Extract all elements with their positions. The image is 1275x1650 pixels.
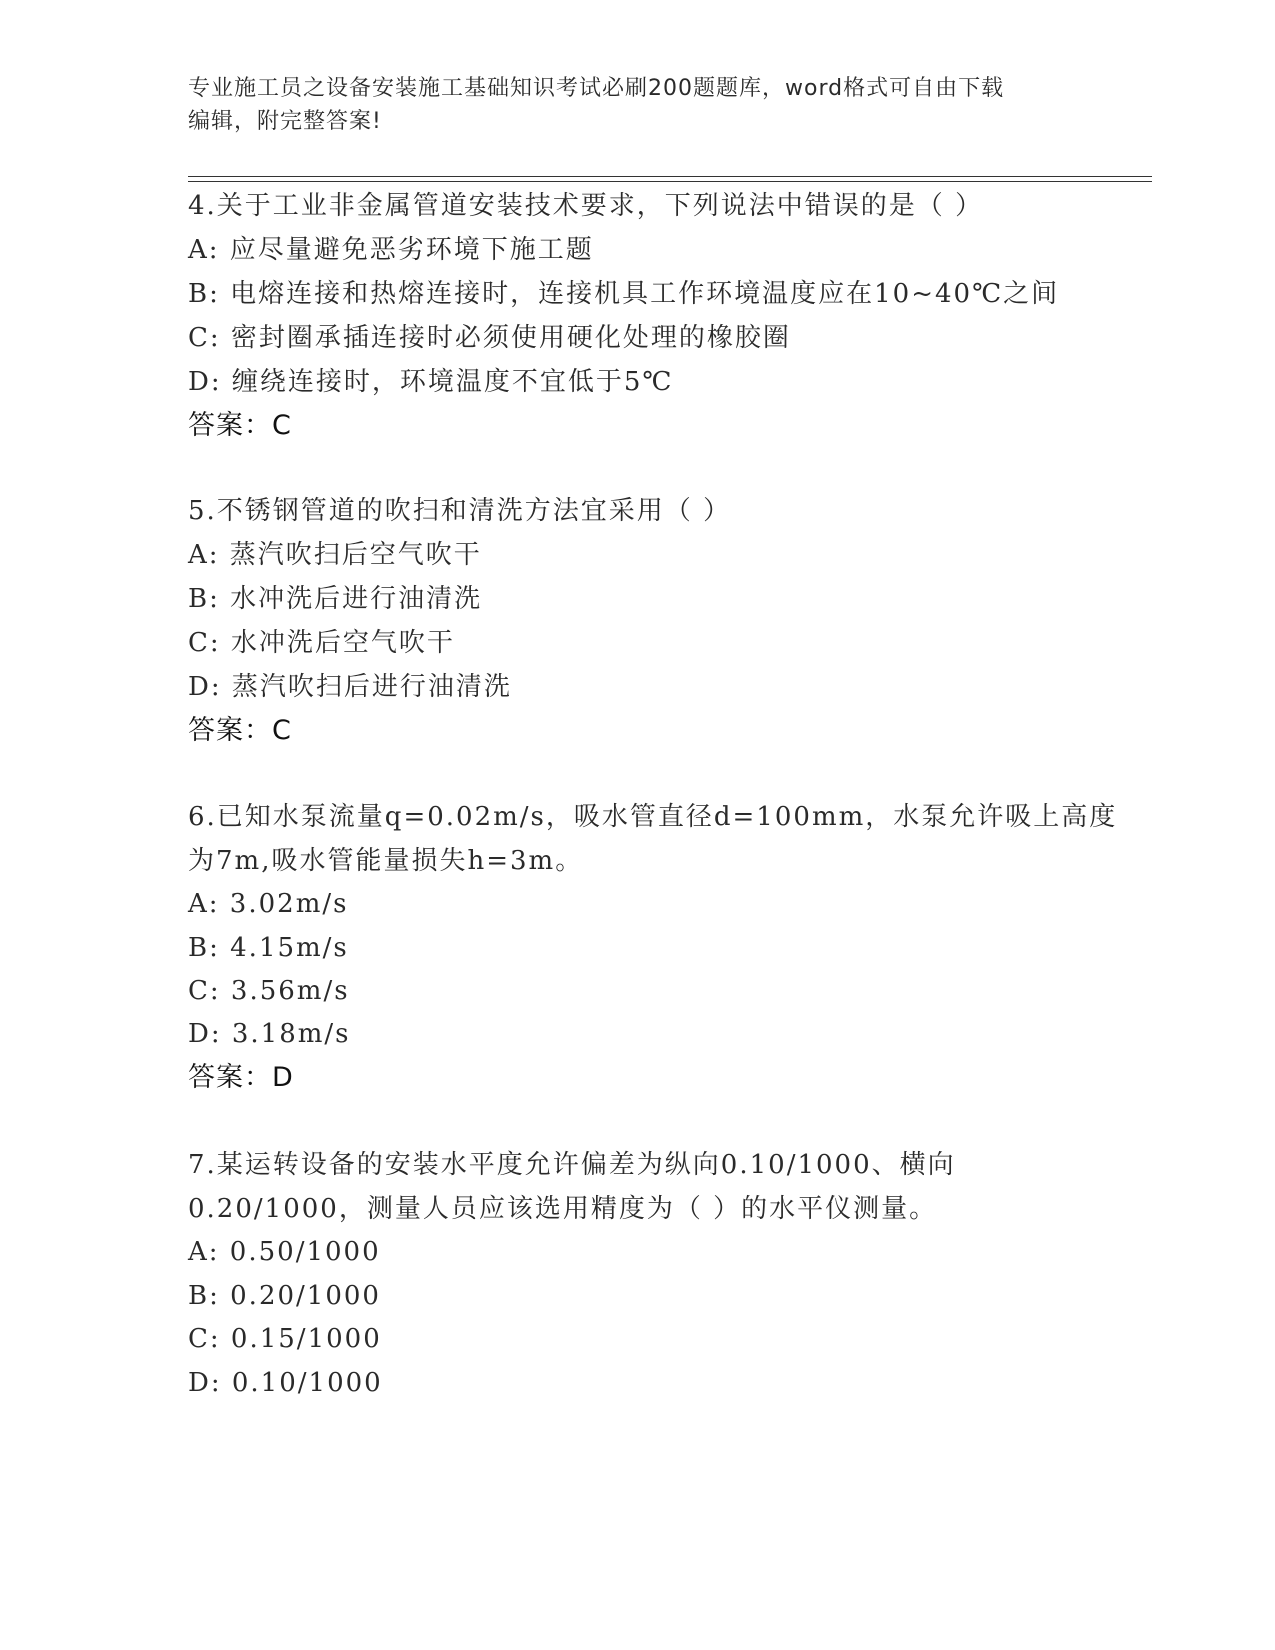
option-d: D: 3.18m/s	[188, 1019, 351, 1049]
answer-label: 答案：D	[188, 1062, 294, 1093]
option-c: C: 水冲洗后空气吹干	[188, 628, 455, 658]
header-line-2: 编辑，附完整答案!	[188, 109, 382, 134]
option-a: A: 应尽量避免恶劣环境下施工题	[188, 235, 594, 265]
document-header	[188, 72, 1068, 138]
answer-label: 答案：C	[188, 410, 292, 441]
header-divider-top	[188, 176, 1152, 177]
question-stem: 6.已知水泵流量q=0.02m/s，吸水管直径d=100mm，水泵允许吸上高度	[188, 802, 1118, 832]
option-b: B: 0.20/1000	[188, 1281, 381, 1311]
option-d: D: 蒸汽吹扫后进行油清洗	[188, 672, 512, 702]
question-stem-continued: 0.20/1000，测量人员应该选用精度为（ ）的水平仪测量。	[188, 1194, 938, 1224]
option-b: B: 水冲洗后进行油清洗	[188, 584, 483, 614]
option-b: B: 电熔连接和热熔连接时，连接机具工作环境温度应在10~40℃之间	[188, 279, 1060, 309]
option-d: D: 0.10/1000	[188, 1368, 383, 1398]
option-a: A: 3.02m/s	[188, 889, 349, 919]
answer-label: 答案：C	[188, 715, 292, 746]
option-b: B: 4.15m/s	[188, 933, 349, 963]
header-divider-bottom	[188, 181, 1152, 182]
question-stem: 7.某运转设备的安装水平度允许偏差为纵向0.10/1000、横向	[188, 1150, 956, 1180]
option-a: A: 0.50/1000	[188, 1237, 381, 1267]
question-stem-continued: 为7m,吸水管能量损失h=3m。	[188, 846, 584, 876]
option-c: C: 0.15/1000	[188, 1324, 382, 1354]
option-d: D: 缠绕连接时，环境温度不宜低于5℃	[188, 367, 674, 397]
option-a: A: 蒸汽吹扫后空气吹干	[188, 540, 482, 570]
header-line-1: 专业施工员之设备安装施工基础知识考试必刷200题题库，word格式可自由下载	[188, 76, 1005, 101]
question-stem: 5.不锈钢管道的吹扫和清洗方法宜采用（ ）	[188, 496, 732, 526]
question-stem: 4.关于工业非金属管道安装技术要求，下列说法中错误的是（ ）	[188, 191, 984, 221]
option-c: C: 3.56m/s	[188, 976, 350, 1006]
option-c: C: 密封圈承插连接时必须使用硬化处理的橡胶圈	[188, 323, 791, 353]
